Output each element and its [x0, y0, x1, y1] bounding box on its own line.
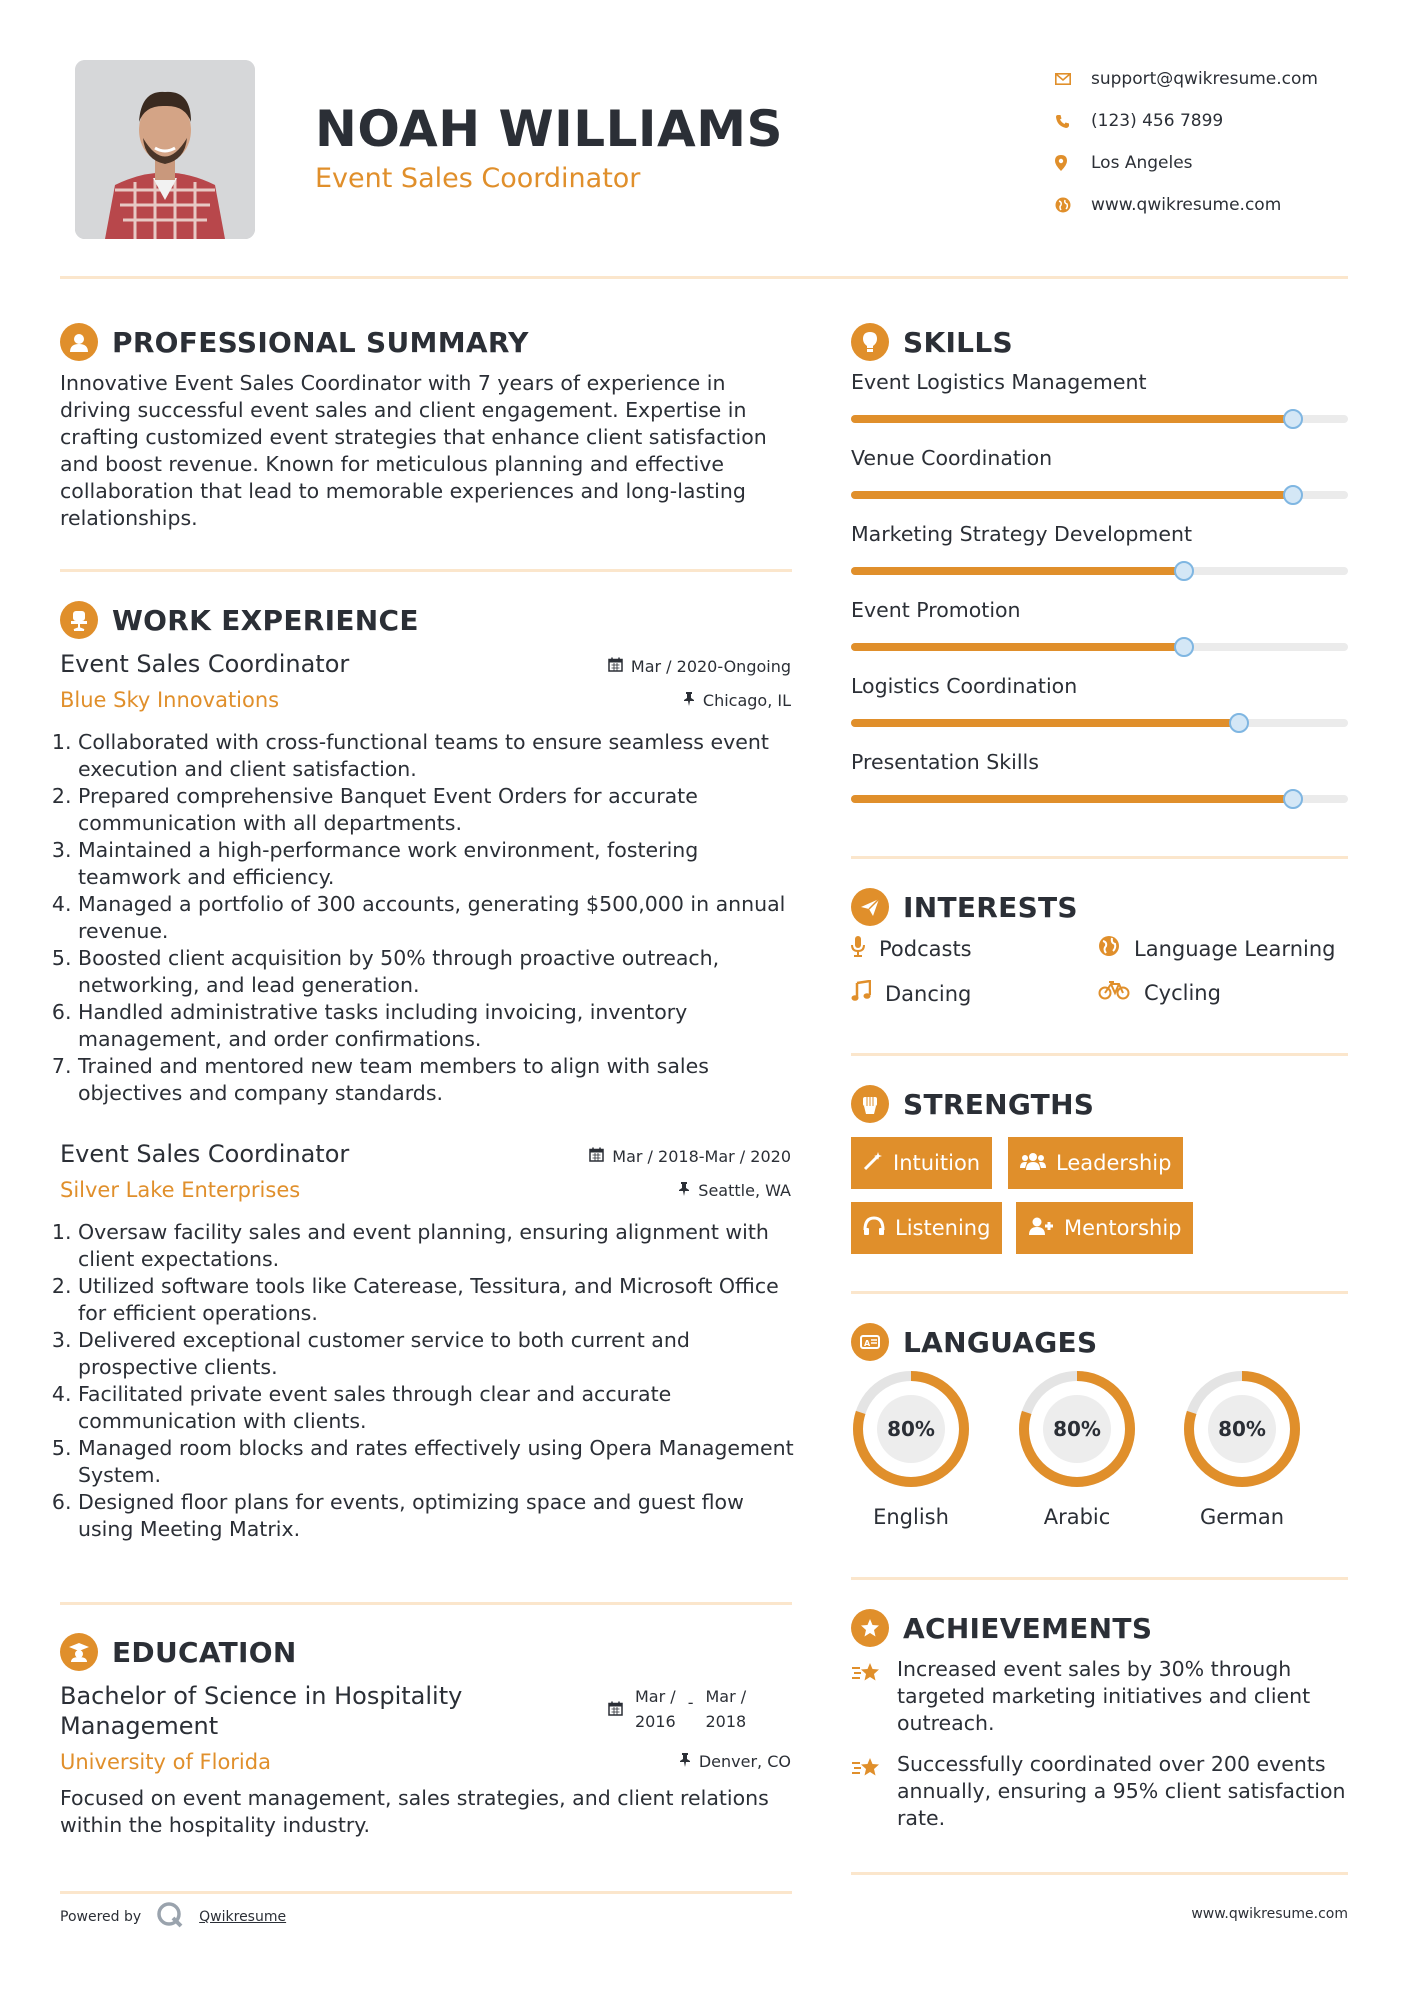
job-dates-text: Mar / 2018-Mar / 2020: [612, 1147, 791, 1166]
job-bullets: [60, 729, 800, 1107]
interest-item: [1098, 935, 1335, 962]
work-title: WORK EXPERIENCE: [112, 603, 419, 637]
language-percent: 80%: [1218, 1417, 1266, 1441]
footer-brand: [60, 1900, 286, 1934]
footer-site[interactable]: [1191, 1906, 1348, 1922]
contact-location: [1055, 142, 1318, 184]
date-start: Mar / 2016: [635, 1687, 676, 1731]
skill-bar-fill: [851, 795, 1293, 803]
strength-chip: [1008, 1137, 1183, 1189]
language-name: English: [873, 1505, 949, 1529]
job-dates: [589, 1147, 791, 1166]
skill-bar-knob: [1174, 637, 1194, 657]
interest-item: [851, 980, 971, 1007]
contact-location-text: Los Angeles: [1091, 153, 1193, 173]
achievements-divider: [851, 1872, 1348, 1875]
achievements-title: ACHIEVEMENTS: [903, 1611, 1153, 1645]
languages-divider: [851, 1577, 1348, 1580]
work-divider: [60, 1602, 792, 1605]
strength-chip: [851, 1202, 1002, 1254]
chair-icon: [60, 601, 98, 639]
achievement-item: [851, 1751, 1351, 1832]
pin-icon: [678, 1181, 690, 1200]
candidate-title: Event Sales Coordinator: [315, 163, 641, 194]
skill-bar: [851, 643, 1348, 651]
language-ring: [849, 1367, 973, 1491]
pin-icon: [679, 1752, 691, 1771]
skills-heading: [851, 323, 1013, 361]
job-company: Silver Lake Enterprises: [60, 1178, 301, 1202]
skill-bar-knob: [1229, 713, 1249, 733]
job-location: [678, 1181, 791, 1200]
education-title: EDUCATION: [112, 1635, 297, 1669]
work-heading: [60, 601, 419, 639]
date-end: Mar / 2018: [705, 1687, 747, 1731]
powered-by-label: Powered by: [60, 1909, 142, 1925]
skill-bar-knob: [1174, 561, 1194, 581]
list-item: 3. Maintained a high-performance work environment, fostering teamwork and efficiency.: [78, 837, 800, 891]
profile-photo: [75, 60, 255, 239]
language-card-icon: [851, 1323, 889, 1361]
globe-icon: [1098, 935, 1120, 962]
qwikresume-logo-icon: [155, 1900, 185, 1934]
contact-email-text: support@qwikresume.com: [1091, 69, 1318, 89]
skill-bar-knob: [1283, 485, 1303, 505]
contact-list: [1055, 58, 1318, 226]
achievement-text: Increased event sales by 30% through targeted marketing initiatives and client outreach.: [897, 1657, 1311, 1735]
strengths-title: STRENGTHS: [903, 1087, 1095, 1121]
list-item: 1. Oversaw facility sales and event planning, ensuring alignment with client expectations.: [78, 1219, 800, 1273]
user-plus-icon: [1028, 1216, 1054, 1241]
job-dates: [608, 657, 791, 676]
skill-bar-fill: [851, 491, 1293, 499]
skills-divider: [851, 856, 1348, 859]
strength-label: Mentorship: [1064, 1216, 1182, 1240]
star-badge-icon: [851, 1609, 889, 1647]
list-item: 2. Utilized software tools like Caterease, Tessitura, and Microsoft Office for efficient operations.: [78, 1273, 800, 1327]
language-name: German: [1199, 1505, 1285, 1529]
job-location-text: Chicago, IL: [702, 691, 791, 710]
achievement-text: Successfully coordinated over 200 events annually, ensuring a 95% client satisfaction rate.: [897, 1752, 1346, 1830]
job-bullets: [60, 1219, 800, 1543]
interest-item: [1098, 980, 1221, 1005]
languages-title: LANGUAGES: [903, 1325, 1098, 1359]
strength-label: Listening: [895, 1216, 991, 1240]
headphones-icon: [863, 1216, 885, 1241]
calendar-icon: [589, 1147, 604, 1166]
language-percent: 80%: [887, 1417, 935, 1441]
achievement-item: [851, 1656, 1351, 1737]
qwikresume-link[interactable]: Qwikresume: [199, 1909, 287, 1925]
education-location: [679, 1752, 791, 1771]
summary-text: Innovative Event Sales Coordinator with 7 years of experience in driving successful event sales and client engagement. Expertise in crafting customized event strategies that enhance client satisfaction and boost revenue. Known for meticulous planning and effective collaboration that lead to memorable experiences and long-lasting relationships.: [60, 371, 767, 530]
skill-bar-fill: [851, 567, 1184, 575]
microphone-icon: [851, 935, 865, 962]
job-location: [683, 691, 791, 710]
language-ring: [1015, 1367, 1139, 1491]
skill-name: Event Logistics Management: [851, 370, 1147, 394]
pin-icon: [683, 691, 695, 710]
globe-icon: [1055, 197, 1091, 213]
phone-icon: [1055, 114, 1091, 129]
summary-heading: [60, 323, 529, 361]
fist-icon: [851, 1085, 889, 1123]
interests-heading: [851, 888, 1078, 926]
job-location-text: Seattle, WA: [698, 1181, 791, 1200]
skill-bar: [851, 567, 1348, 575]
skill-name: Venue Coordination: [851, 446, 1053, 470]
skill-bar-knob: [1283, 409, 1303, 429]
footer-site-text[interactable]: www.qwikresume.com: [1191, 1906, 1348, 1922]
contact-website[interactable]: [1055, 184, 1318, 226]
languages-heading: [851, 1323, 1097, 1361]
interests-divider: [851, 1053, 1348, 1056]
contact-email[interactable]: [1055, 58, 1318, 100]
interest-label: Cycling: [1144, 980, 1221, 1005]
summary-divider: [60, 569, 792, 572]
skill-bar: [851, 719, 1348, 727]
paper-plane-icon: [851, 888, 889, 926]
job-company: Blue Sky Innovations: [60, 688, 280, 712]
contact-website-text: www.qwikresume.com: [1091, 195, 1282, 215]
candidate-name: NOAH WILLIAMS: [315, 100, 783, 158]
job-dates-text: Mar / 2020-Ongoing: [630, 657, 791, 676]
skill-name: Presentation Skills: [851, 750, 1039, 774]
shooting-star-icon: [851, 1755, 883, 1832]
strengths-heading: [851, 1085, 1094, 1123]
list-item: 6. Designed floor plans for events, optimizing space and guest flow using Meeting Matrix.: [78, 1489, 800, 1543]
skill-bar-knob: [1283, 789, 1303, 809]
skill-bar: [851, 491, 1348, 499]
education-location-text: Denver, CO: [698, 1752, 791, 1771]
header-divider: [60, 276, 1348, 279]
date-separator: -: [687, 1693, 694, 1712]
music-icon: [851, 980, 871, 1007]
education-heading: [60, 1633, 297, 1671]
bicycle-icon: [1098, 980, 1130, 1005]
graduate-icon: [60, 1633, 98, 1671]
list-item: 4. Managed a portfolio of 300 accounts, generating $500,000 in annual revenue.: [78, 891, 800, 945]
skill-bar: [851, 415, 1348, 423]
degree-title: Bachelor of Science in Hospitality Management: [60, 1682, 463, 1740]
list-item: 2. Prepared comprehensive Banquet Event Orders for accurate communication with all departments.: [78, 783, 800, 837]
interests-title: INTERESTS: [903, 890, 1078, 924]
education-text: Focused on event management, sales strategies, and client relations within the hospitality industry.: [60, 1786, 769, 1837]
job-title: Event Sales Coordinator: [60, 650, 350, 678]
language-name: Arabic: [1043, 1505, 1111, 1529]
strength-label: Intuition: [893, 1151, 981, 1175]
skill-name: Logistics Coordination: [851, 674, 1078, 698]
skills-title: SKILLS: [903, 325, 1013, 359]
interest-label: Podcasts: [879, 936, 972, 961]
strength-chip: [851, 1137, 992, 1189]
list-item: 3. Delivered exceptional customer service to both current and prospective clients.: [78, 1327, 800, 1381]
list-item: 4. Facilitated private event sales through clear and accurate communication with clients.: [78, 1381, 800, 1435]
shooting-star-icon: [851, 1660, 883, 1737]
strength-label: Leadership: [1056, 1151, 1172, 1175]
calendar-icon: [608, 1698, 623, 1723]
achievements-heading: [851, 1609, 1152, 1647]
lightbulb-icon: [851, 323, 889, 361]
interest-item: [851, 935, 972, 962]
summary-title: PROFESSIONAL SUMMARY: [112, 325, 529, 359]
list-item: 7. Trained and mentored new team members to align with sales objectives and company standards.: [78, 1053, 800, 1107]
location-icon: [1055, 155, 1091, 171]
calendar-icon: [608, 657, 623, 676]
skill-name: Event Promotion: [851, 598, 1021, 622]
list-item: 6. Handled administrative tasks including invoicing, inventory management, and order confirmations.: [78, 999, 800, 1053]
language-percent: 80%: [1053, 1417, 1101, 1441]
email-icon: [1055, 73, 1091, 85]
users-icon: [1020, 1151, 1046, 1176]
magic-wand-icon: [863, 1151, 883, 1176]
list-item: 5. Boosted client acquisition by 50% through proactive outreach, networking, and lead generation.: [78, 945, 800, 999]
strength-chip: [1016, 1202, 1193, 1254]
strengths-divider: [851, 1291, 1348, 1294]
interest-label: Language Learning: [1134, 936, 1336, 961]
language-ring: [1180, 1367, 1304, 1491]
interest-label: Dancing: [885, 981, 972, 1006]
contact-phone-text: (123) 456 7899: [1091, 111, 1224, 131]
education-divider: [60, 1891, 792, 1894]
list-item: 5. Managed room blocks and rates effectively using Opera Management System.: [78, 1435, 800, 1489]
contact-phone[interactable]: [1055, 100, 1318, 142]
svg-text:A: A: [864, 1339, 871, 1348]
skill-bar-fill: [851, 415, 1293, 423]
list-item: 1. Collaborated with cross-functional teams to ensure seamless event execution and client satisfaction.: [78, 729, 800, 783]
skill-bar: [851, 795, 1348, 803]
skill-bar-fill: [851, 719, 1239, 727]
education-dates: [608, 1684, 746, 1734]
skill-name: Marketing Strategy Development: [851, 522, 1193, 546]
job-title: Event Sales Coordinator: [60, 1140, 350, 1168]
school-name: University of Florida: [60, 1750, 271, 1774]
skill-bar-fill: [851, 643, 1184, 651]
user-icon: [60, 323, 98, 361]
